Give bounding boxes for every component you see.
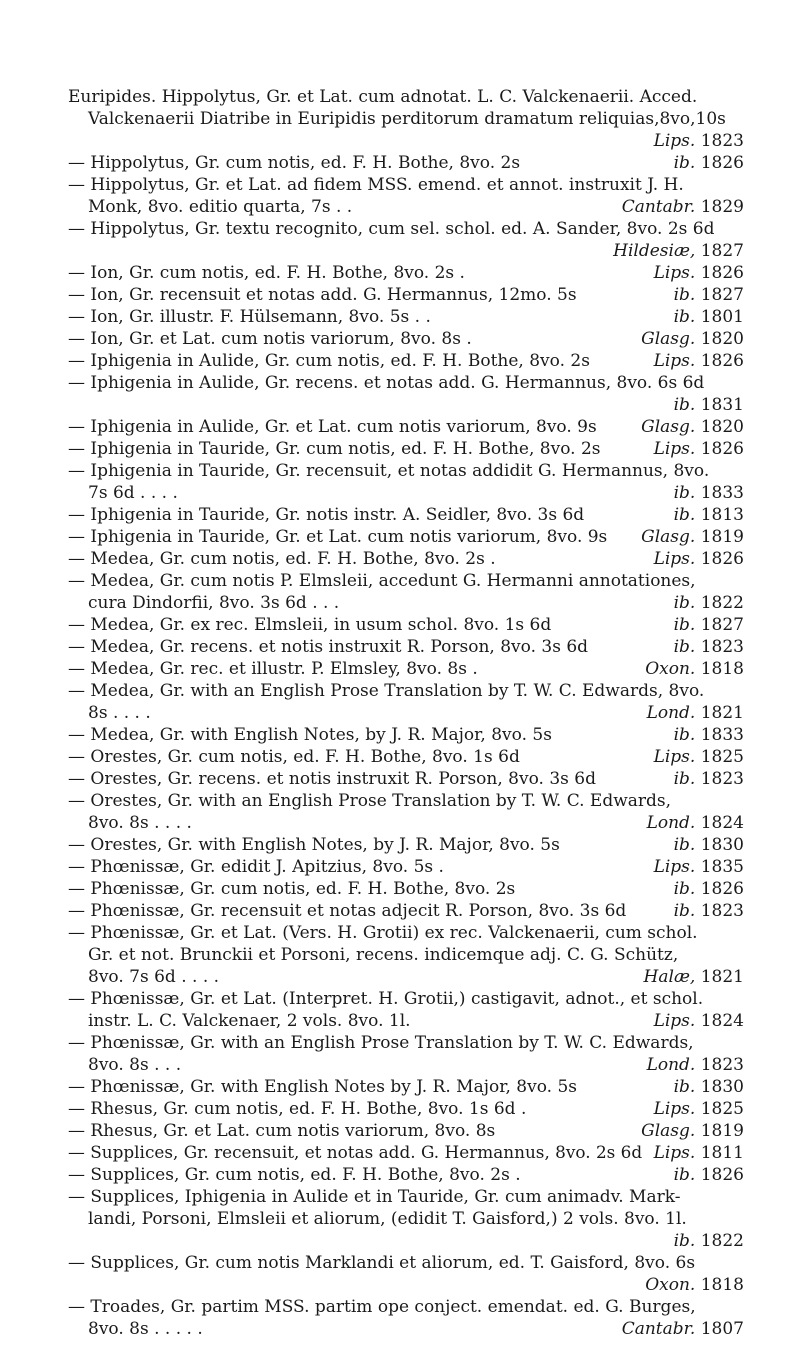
entry-text: 7s 6d . . . . [88, 483, 178, 503]
imprint [674, 504, 744, 526]
imprint-place: Lond. [646, 813, 696, 833]
imprint-place: Lips. [653, 1099, 696, 1119]
entry-text: — Medea, Gr. with English Notes, by J. R. Major, 8vo. 5s [68, 725, 552, 745]
entry-line [68, 636, 744, 658]
imprint-place: ib. [673, 1077, 696, 1097]
entry-text: — Phœnissæ, Gr. edidit J. Apitzius, 8vo. 5s . [68, 857, 444, 877]
imprint [674, 1164, 744, 1186]
catalogue-entry [68, 1076, 744, 1098]
entry-line [68, 988, 744, 1010]
entry-text: — Phœnissæ, Gr. with an English Prose Translation by T. W. C. Edwards, [68, 1033, 694, 1053]
imprint-year: 1824 [700, 813, 744, 833]
catalogue-entry [68, 1296, 744, 1340]
catalogue-entry [68, 614, 744, 636]
entry-text: — Orestes, Gr. with English Notes, by J. R. Major, 8vo. 5s [68, 835, 560, 855]
catalogue-entry [68, 988, 744, 1032]
entry-line [68, 1076, 744, 1098]
imprint-year: 1820 [700, 417, 744, 437]
entry-line [68, 1208, 744, 1230]
entry-line [68, 262, 744, 284]
entry-line [68, 240, 744, 262]
imprint-year: 1821 [700, 703, 744, 723]
entry-line [68, 1252, 744, 1274]
imprint-place: ib. [673, 901, 696, 921]
imprint-year: 1826 [700, 439, 744, 459]
imprint-year: 1818 [700, 659, 744, 679]
entry-text: cura Dindorfii, 8vo. 3s 6d . . . [88, 593, 340, 613]
imprint-place: Glasg. [641, 527, 696, 547]
imprint-year: 1801 [700, 307, 744, 327]
entry-text: — Ion, Gr. et Lat. cum notis variorum, 8vo. 8s . [68, 329, 472, 349]
entry-line [68, 944, 744, 966]
imprint-place: Lips. [653, 747, 696, 767]
entry-text: — Iphigenia in Aulide, Gr. recens. et notas add. G. Hermannus, 8vo. 6s 6d [68, 373, 705, 393]
imprint-place: ib. [673, 1231, 696, 1251]
entry-line [68, 1164, 744, 1186]
entry-line [68, 174, 744, 196]
imprint-place: Lips. [653, 351, 696, 371]
catalogue-entry [68, 328, 744, 350]
entry-line [68, 1054, 744, 1076]
entry-line [68, 812, 744, 834]
imprint [641, 1120, 744, 1142]
imprint [644, 966, 744, 988]
entry-text: 8vo. 7s 6d . . . . [88, 967, 220, 987]
catalogue-entry [68, 1186, 744, 1252]
entry-line [68, 1120, 744, 1142]
catalogue-entry [68, 834, 744, 856]
entry-line [68, 1296, 744, 1318]
entry-line [68, 592, 744, 614]
imprint-place: Oxon. [645, 1275, 696, 1295]
catalogue-entry [68, 86, 744, 152]
entry-text: — Orestes, Gr. with an English Prose Translation by T. W. C. Edwards, [68, 791, 672, 811]
imprint-year: 1811 [700, 1143, 744, 1163]
entry-line [68, 548, 744, 570]
catalogue-entry [68, 1032, 744, 1076]
entry-line [68, 284, 744, 306]
entry-text: 8vo. 8s . . . . [88, 813, 192, 833]
entry-text: — Phœnissæ, Gr. et Lat. (Vers. H. Grotii) ex rec. Valckenaerii, cum schol. [68, 923, 698, 943]
entry-line [68, 460, 744, 482]
imprint [622, 196, 744, 218]
entry-line [68, 1318, 744, 1340]
catalogue-entry [68, 570, 744, 614]
catalogue-entry [68, 372, 744, 416]
imprint-year: 1826 [700, 879, 744, 899]
catalogue-entry [68, 306, 744, 328]
imprint-place: Hildesiæ, [613, 241, 696, 261]
imprint [647, 1054, 744, 1076]
imprint-year: 1833 [700, 725, 744, 745]
entry-text: — Phœnissæ, Gr. recensuit et notas adjecit R. Porson, 8vo. 3s 6d [68, 901, 627, 921]
entry-line [68, 306, 744, 328]
entry-line [68, 526, 744, 548]
catalogue-entry [68, 680, 744, 724]
imprint-year: 1819 [700, 1121, 744, 1141]
entry-text: — Iphigenia in Aulide, Gr. cum notis, ed. F. H. Bothe, 8vo. 2s [68, 351, 590, 371]
entry-text: Monk, 8vo. editio quarta, 7s . . [88, 197, 353, 217]
imprint-place: ib. [673, 835, 696, 855]
entry-line [68, 790, 744, 812]
imprint-year: 1826 [700, 1165, 744, 1185]
imprint-place: ib. [673, 153, 696, 173]
entry-text: — Hippolytus, Gr. cum notis, ed. F. H. Bothe, 8vo. 2s [68, 153, 521, 173]
imprint [622, 1318, 744, 1340]
entry-text: — Medea, Gr. cum notis, ed. F. H. Bothe, 8vo. 2s . [68, 549, 496, 569]
catalogue-entry [68, 900, 744, 922]
entry-text: Valckenaerii Diatribe in Euripidis perditorum dramatum reliquias,8vo,10s [88, 109, 726, 129]
entry-text: — Rhesus, Gr. cum notis, ed. F. H. Bothe, 8vo. 1s 6d . [68, 1099, 527, 1119]
entry-text: — Iphigenia in Aulide, Gr. et Lat. cum notis variorum, 8vo. 9s [68, 417, 597, 437]
imprint-year: 1826 [700, 263, 744, 283]
catalogue-entry [68, 350, 744, 372]
catalogue-entry [68, 174, 744, 218]
entry-text: — Troades, Gr. partim MSS. partim ope conject. emendat. ed. G. Burges, [68, 1297, 696, 1317]
catalogue-entry [68, 438, 744, 460]
imprint-year: 1822 [700, 593, 744, 613]
imprint [674, 636, 744, 658]
catalogue-entry [68, 504, 744, 526]
catalogue-entry [68, 218, 744, 262]
catalogue-entry [68, 284, 744, 306]
entry-line [68, 504, 744, 526]
imprint-year: 1835 [700, 857, 744, 877]
imprint-place: Glasg. [641, 1121, 696, 1141]
entry-text: — Phœnissæ, Gr. et Lat. (Interpret. H. Grotii,) castigavit, adnot., et schol. [68, 989, 704, 1009]
imprint-place: Lond. [646, 703, 696, 723]
imprint-place: Oxon. [645, 659, 696, 679]
entry-text: 8vo. 8s . . . [88, 1055, 182, 1075]
imprint-place: Glasg. [641, 329, 696, 349]
entry-line [68, 1274, 744, 1296]
entry-line [68, 108, 744, 130]
imprint-place: ib. [673, 285, 696, 305]
catalogue-entry [68, 878, 744, 900]
catalogue-entry [68, 922, 744, 988]
entry-line [68, 878, 744, 900]
catalogue-entry [68, 636, 744, 658]
entry-line [68, 614, 744, 636]
entry-line [68, 416, 744, 438]
imprint-year: 1821 [700, 967, 744, 987]
entry-line [68, 724, 744, 746]
entry-line [68, 1186, 744, 1208]
imprint [674, 768, 744, 790]
entry-line [68, 482, 744, 504]
entry-text: Euripides. Hippolytus, Gr. et Lat. cum adnotat. L. C. Valckenaerii. Acced. [68, 87, 698, 107]
imprint-year: 1823 [700, 637, 744, 657]
imprint-place: Lips. [653, 1143, 696, 1163]
imprint [674, 284, 744, 306]
entry-line [68, 1230, 744, 1252]
imprint-year: 1830 [700, 835, 744, 855]
imprint [674, 152, 744, 174]
imprint-place: Glasg. [641, 417, 696, 437]
catalogue-entry [68, 1120, 744, 1142]
entry-line [68, 372, 744, 394]
imprint-place: ib. [673, 307, 696, 327]
catalogue-entry [68, 262, 744, 284]
imprint [641, 416, 744, 438]
entry-text: — Phœnissæ, Gr. with English Notes by J. R. Major, 8vo. 5s [68, 1077, 577, 1097]
entry-line [68, 768, 744, 790]
catalogue-entry [68, 152, 744, 174]
imprint-year: 1830 [700, 1077, 744, 1097]
catalogue-entry [68, 724, 744, 746]
entry-line [68, 966, 744, 988]
imprint-year: 1823 [700, 769, 744, 789]
entry-line [68, 350, 744, 372]
imprint [674, 724, 744, 746]
entry-line [68, 196, 744, 218]
imprint [641, 328, 744, 350]
imprint [674, 482, 744, 504]
imprint [647, 702, 744, 724]
entry-line [68, 328, 744, 350]
entry-text: 8vo. 8s . . . . . [88, 1319, 203, 1339]
imprint-year: 1827 [700, 241, 744, 261]
imprint [654, 548, 744, 570]
entry-text: — Ion, Gr. illustr. F. Hülsemann, 8vo. 5s . . [68, 307, 431, 327]
entry-line [68, 394, 744, 416]
imprint-place: Cantabr. [621, 197, 696, 217]
catalogue-entry [68, 416, 744, 438]
imprint-place: Cantabr. [621, 1319, 696, 1339]
imprint [654, 262, 744, 284]
entry-text: — Phœnissæ, Gr. cum notis, ed. F. H. Bothe, 8vo. 2s [68, 879, 516, 899]
catalogue-entry [68, 526, 744, 548]
imprint-place: ib. [673, 615, 696, 635]
imprint-year: 1826 [700, 153, 744, 173]
imprint-place: ib. [673, 879, 696, 899]
entry-line [68, 1098, 744, 1120]
entry-line [68, 702, 744, 724]
entry-line [68, 900, 744, 922]
entry-text: — Supplices, Gr. cum notis Marklandi et aliorum, ed. T. Gaisford, 8vo. 6s [68, 1253, 696, 1273]
entry-text: — Orestes, Gr. cum notis, ed. F. H. Bothe, 8vo. 1s 6d [68, 747, 520, 767]
entry-text: — Supplices, Gr. cum notis, ed. F. H. Bothe, 8vo. 2s . [68, 1165, 521, 1185]
imprint-year: 1820 [700, 329, 744, 349]
catalogue-entry [68, 1164, 744, 1186]
imprint-place: ib. [673, 637, 696, 657]
imprint [674, 306, 744, 328]
imprint [674, 834, 744, 856]
entry-text: — Rhesus, Gr. et Lat. cum notis variorum, 8vo. 8s [68, 1121, 496, 1141]
catalogue-entry [68, 1142, 744, 1164]
imprint [674, 900, 744, 922]
catalogue-entry [68, 1252, 744, 1296]
imprint [641, 526, 744, 548]
catalogue-entry [68, 548, 744, 570]
imprint-place: Lips. [653, 1011, 696, 1031]
catalogue-entry [68, 658, 744, 680]
imprint-year: 1826 [700, 549, 744, 569]
imprint-year: 1822 [700, 1231, 744, 1251]
entry-text: — Supplices, Iphigenia in Aulide et in Tauride, Gr. cum animadv. Mark- [68, 1187, 681, 1207]
entry-line [68, 658, 744, 680]
imprint-place: ib. [673, 1165, 696, 1185]
imprint [674, 878, 744, 900]
imprint-place: Halæ, [643, 967, 696, 987]
imprint [654, 1142, 744, 1164]
imprint-place: Lips. [653, 857, 696, 877]
entry-text: instr. L. C. Valckenaer, 2 vols. 8vo. 1l. [88, 1011, 411, 1031]
entry-line [68, 680, 744, 702]
entry-line [68, 152, 744, 174]
catalogue-entry [68, 460, 744, 504]
entry-text: — Iphigenia in Tauride, Gr. et Lat. cum notis variorum, 8vo. 9s [68, 527, 608, 547]
entry-line [68, 856, 744, 878]
catalogue-entry [68, 790, 744, 834]
imprint [674, 592, 744, 614]
entry-line [68, 218, 744, 240]
imprint [674, 1076, 744, 1098]
entry-line [68, 922, 744, 944]
imprint-year: 1818 [700, 1275, 744, 1295]
entry-line [68, 1032, 744, 1054]
imprint-place: Lond. [646, 1055, 696, 1075]
imprint-year: 1823 [700, 131, 744, 151]
entry-text: — Hippolytus, Gr. textu recognito, cum sel. schol. ed. A. Sander, 8vo. 2s 6d [68, 219, 715, 239]
imprint-place: ib. [673, 395, 696, 415]
imprint-place: Lips. [653, 549, 696, 569]
catalogue-entry [68, 768, 744, 790]
imprint-year: 1807 [700, 1319, 744, 1339]
entry-text: — Iphigenia in Tauride, Gr. cum notis, ed. F. H. Bothe, 8vo. 2s [68, 439, 601, 459]
entry-line [68, 746, 744, 768]
imprint-year: 1823 [700, 901, 744, 921]
entry-text: — Medea, Gr. rec. et illustr. P. Elmsley, 8vo. 8s . [68, 659, 478, 679]
entry-text: — Hippolytus, Gr. et Lat. ad fidem MSS. emend. et annot. instruxit J. H. [68, 175, 684, 195]
entry-text: — Iphigenia in Tauride, Gr. notis instr. A. Seidler, 8vo. 3s 6d [68, 505, 585, 525]
imprint [674, 1230, 744, 1252]
entry-text: — Orestes, Gr. recens. et notis instruxit R. Porson, 8vo. 3s 6d [68, 769, 596, 789]
imprint-year: 1827 [700, 615, 744, 635]
imprint-place: Lips. [653, 131, 696, 151]
imprint [654, 130, 744, 152]
imprint-year: 1833 [700, 483, 744, 503]
imprint-place: ib. [673, 505, 696, 525]
imprint-year: 1819 [700, 527, 744, 547]
imprint-place: Lips. [653, 439, 696, 459]
entry-line [68, 1142, 744, 1164]
catalogue-entry [68, 1098, 744, 1120]
entry-text: — Medea, Gr. ex rec. Elmsleii, in usum schol. 8vo. 1s 6d [68, 615, 552, 635]
imprint-place: ib. [673, 483, 696, 503]
imprint-year: 1831 [700, 395, 744, 415]
imprint-year: 1825 [700, 747, 744, 767]
entry-text: — Iphigenia in Tauride, Gr. recensuit, et notas addidit G. Hermannus, 8vo. [68, 461, 710, 481]
imprint [654, 1098, 744, 1120]
imprint-place: Lips. [653, 263, 696, 283]
imprint-year: 1827 [700, 285, 744, 305]
entry-text: landi, Porsoni, Elmsleii et aliorum, (edidit T. Gaisford,) 2 vols. 8vo. 1l. [88, 1209, 687, 1229]
imprint-year: 1829 [700, 197, 744, 217]
imprint-place: ib. [673, 769, 696, 789]
imprint-year: 1825 [700, 1099, 744, 1119]
imprint [645, 1274, 744, 1296]
entry-line [68, 86, 744, 108]
entry-text: — Ion, Gr. cum notis, ed. F. H. Bothe, 8vo. 2s . [68, 263, 465, 283]
imprint-place: ib. [673, 725, 696, 745]
entry-line [68, 570, 744, 592]
imprint [647, 812, 744, 834]
entry-line [68, 130, 744, 152]
imprint [674, 394, 744, 416]
imprint [645, 658, 744, 680]
entry-text: — Ion, Gr. recensuit et notas add. G. Hermannus, 12mo. 5s [68, 285, 577, 305]
entry-text: — Medea, Gr. cum notis P. Elmsleii, accedunt G. Hermanni annotationes, [68, 571, 696, 591]
imprint-place: ib. [673, 593, 696, 613]
entry-text: — Medea, Gr. with an English Prose Translation by T. W. C. Edwards, 8vo. [68, 681, 705, 701]
entry-line [68, 438, 744, 460]
imprint-year: 1813 [700, 505, 744, 525]
imprint [654, 438, 744, 460]
entry-line [68, 834, 744, 856]
imprint-year: 1824 [700, 1011, 744, 1031]
entry-text: — Supplices, Gr. recensuit, et notas add. G. Hermannus, 8vo. 2s 6d [68, 1143, 643, 1163]
catalogue-entry [68, 856, 744, 878]
entry-text: 8s . . . . [88, 703, 151, 723]
imprint-year: 1826 [700, 351, 744, 371]
entry-line [68, 1010, 744, 1032]
imprint [654, 1010, 744, 1032]
entry-text: — Medea, Gr. recens. et notis instruxit R. Porson, 8vo. 3s 6d [68, 637, 589, 657]
imprint [613, 240, 744, 262]
imprint-year: 1823 [700, 1055, 744, 1075]
imprint [674, 614, 744, 636]
imprint [654, 746, 744, 768]
entry-text: Gr. et not. Brunckii et Porsoni, recens. indicemque adj. C. G. Schütz, [88, 945, 679, 965]
imprint [654, 856, 744, 878]
catalogue-entry [68, 746, 744, 768]
imprint [654, 350, 744, 372]
